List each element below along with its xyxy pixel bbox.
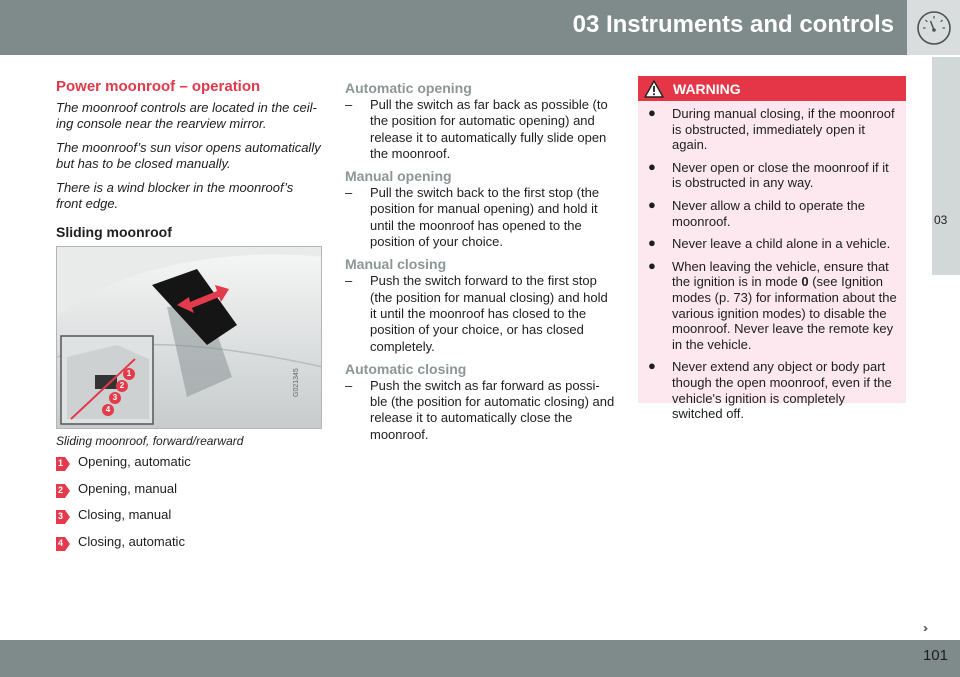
step-title: Manual opening	[345, 168, 452, 185]
double-chevron-right-icon[interactable]: ››	[923, 621, 925, 635]
figure-caption: Sliding moonroof, forward/rearward	[56, 434, 244, 448]
bullet-icon: ●	[648, 196, 656, 212]
page-number: 101	[922, 647, 948, 664]
warning-item: ● Never allow a child to operate the moonroof.	[648, 196, 865, 229]
figure-marker: 4	[102, 404, 114, 416]
warning-item: ● Never extend any object or body part though the open moonroof, even if the vehicle's ignition is completely switched off.	[648, 358, 892, 422]
step-text: – Push the switch as far forward as possi-ble (the position for automatic closing) and release it to automatically close the moonroof.	[345, 377, 615, 442]
list-dash: –	[345, 185, 353, 201]
section-title: Power moonroof – operation	[56, 78, 261, 95]
step-text: – Pull the switch as far back as possible (to the position for automatic opening) and release it to automatically fully slide open the moonroof.	[345, 97, 608, 161]
callout-badge-icon: 4	[56, 537, 70, 551]
list-dash: –	[345, 377, 353, 393]
warning-header	[638, 76, 906, 101]
warning-item: ● During manual closing, if the moonroof is obstructed, immediately open it again.	[648, 105, 895, 153]
step-title: Manual closing	[345, 256, 447, 273]
left-column	[56, 78, 322, 560]
chapter-side-tab[interactable]	[932, 57, 960, 275]
legend-label: Closing, automatic	[78, 533, 185, 549]
warning-item: ● When leaving the vehicle, ensure that the ignition is in mode 0 (see Ignition modes (p. 73) for information about the various ignition modes) to disable the moonroof. Never leave the remote key in the vehicle.	[648, 257, 897, 352]
bullet-icon: ●	[648, 257, 656, 273]
step-manual-closing	[345, 256, 615, 354]
legend-label: Opening, automatic	[78, 454, 191, 469]
callout-badge-icon: 2	[56, 484, 70, 498]
side-tab-label: 03	[934, 213, 948, 227]
intro-paragraph: The moonroof controls are located in the ceil-ing console near the rearview mirror.	[56, 100, 317, 131]
subheading: Sliding moonroof	[56, 224, 172, 240]
chapter-title: 03 Instruments and controls	[572, 11, 894, 38]
warning-triangle-icon	[644, 80, 664, 98]
figure-code: G021345	[293, 368, 300, 397]
legend-item	[56, 481, 322, 508]
figure-marker: 2	[116, 380, 128, 392]
ignition-mode-value: 0	[801, 274, 809, 290]
legend-label: Opening, manual	[78, 480, 178, 496]
moonroof-illustration	[56, 246, 322, 429]
chapter-icon-box	[907, 0, 960, 55]
middle-column	[345, 80, 615, 449]
page-header	[0, 0, 960, 55]
page-footer	[0, 640, 960, 677]
step-text: – Pull the switch back to the first stop (the position for manual opening) and hold it until the moonroof has opened to the position of your choice.	[345, 185, 600, 250]
warning-box	[638, 76, 906, 422]
legend-item	[56, 454, 322, 481]
figure-marker: 1	[123, 368, 135, 380]
bullet-icon: ●	[648, 158, 656, 174]
figure-marker: 3	[109, 392, 121, 404]
step-automatic-opening	[345, 80, 615, 162]
intro-paragraph: The moonroof’s sun visor opens automatically but has to be closed manually.	[56, 140, 321, 171]
bullet-icon: ●	[648, 105, 656, 120]
gauge-icon	[915, 9, 953, 47]
legend-item	[56, 534, 322, 561]
step-automatic-closing	[345, 361, 615, 443]
legend-item	[56, 507, 322, 534]
step-title: Automatic opening	[345, 80, 472, 96]
bullet-icon: ●	[648, 358, 656, 374]
callout-badge-icon: 1	[56, 457, 70, 471]
list-dash: –	[345, 97, 353, 112]
step-manual-opening	[345, 168, 615, 250]
bullet-icon: ●	[648, 235, 656, 251]
list-dash: –	[345, 273, 353, 289]
warning-title: WARNING	[673, 81, 741, 97]
warning-item: ● Never open or close the moonroof if it is obstructed in any way.	[648, 158, 889, 191]
callout-badge-icon: 3	[56, 510, 70, 524]
legend-label: Closing, manual	[78, 507, 172, 522]
intro-paragraph: There is a wind blocker in the moonroof’s front edge.	[56, 180, 294, 211]
warning-list	[638, 101, 906, 422]
step-title: Automatic closing	[345, 360, 467, 377]
warning-item: ● Never leave a child alone in a vehicle.	[648, 235, 891, 252]
step-text: – Push the switch forward to the first stop (the position for manual closing) and hold it until the moonroof has closed to the position of your choice, or has closed completely.	[345, 273, 608, 354]
